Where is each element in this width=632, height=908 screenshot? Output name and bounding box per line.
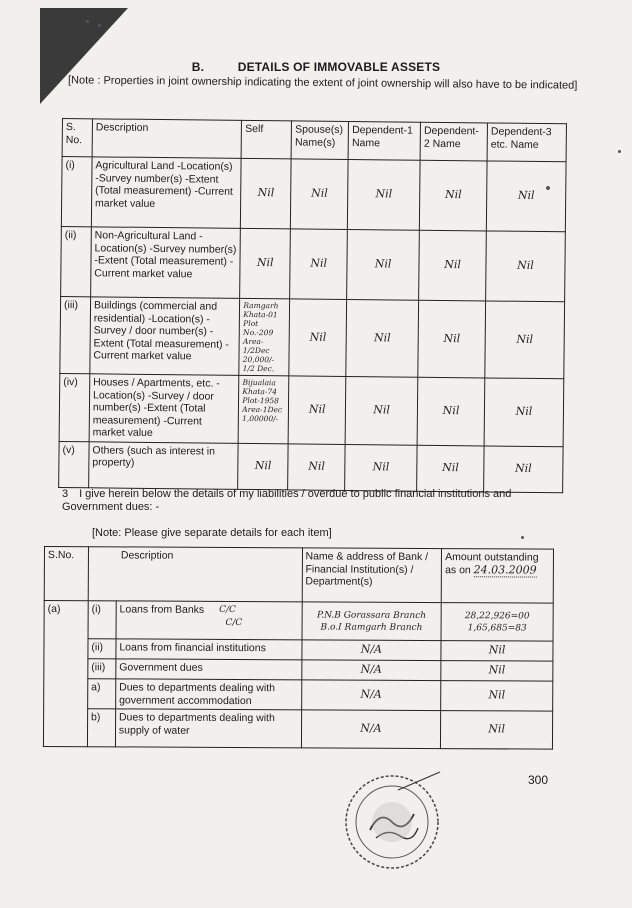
col-header: Description [88, 547, 302, 602]
table-row [44, 639, 553, 662]
liabilities-note: [Note: Please give separate details for each item] [92, 527, 332, 539]
bank-name: P.N.B Gorassara Branch [316, 609, 427, 621]
table-row [61, 226, 566, 301]
dep3-value: Nil [486, 161, 566, 232]
row-description: Dues to departments dealing with government accommodation [116, 679, 302, 710]
bank-value: N/A [301, 640, 441, 661]
amount-value: Nil [441, 681, 553, 712]
dep2-value: Nil [417, 445, 484, 492]
section-title: DETAILS OF IMMOVABLE ASSETS [237, 60, 441, 74]
spouse-value: Nil [290, 229, 348, 300]
amount-value: Nil [441, 711, 553, 750]
amount-header-label: Amount outstanding as on [445, 551, 539, 576]
col-header [441, 549, 553, 604]
row-desc-text: Loans from Banks [119, 603, 205, 616]
amount-value: Nil [441, 641, 553, 662]
scan-corner-shadow [40, 8, 128, 104]
section-note: [Note : Properties in joint ownership indicating the extent of joint ownership will also have to be indicated] [67, 74, 578, 92]
bank-name: B.o.I Ramgarh Branch [320, 621, 423, 633]
para-text: I give herein below the details of my liabilities / overdue to public financial institutions and Government dues: - [62, 488, 512, 513]
section-letter: B. [191, 60, 205, 74]
row-description: Government dues [116, 659, 302, 680]
self-value: Bijualaia Khata-74 Plot-1958 Area-1Dec 1,00000/- [238, 375, 289, 443]
self-value: Nil [240, 228, 291, 299]
row-description [116, 601, 302, 640]
table-row [60, 296, 565, 378]
bank-value: N/A [301, 660, 441, 681]
table-row [59, 373, 564, 446]
bank-value: N/A [301, 710, 441, 749]
col-header: Description [92, 119, 242, 159]
dep2-value: Nil [419, 230, 487, 301]
dep1-value: Nil [348, 160, 421, 231]
amount-date: 24.03.2009 [473, 562, 537, 577]
table-row [59, 441, 563, 492]
amount-value: Nil [441, 661, 553, 682]
col-header: Dependent-1 Name [348, 122, 420, 161]
row-num: (ii) [88, 639, 116, 659]
col-header: Name & address of Bank / Financial Institution(s) / Department(s) [302, 548, 442, 603]
dep1-value: Nil [346, 299, 419, 377]
amount-line: 1,65,685=83 [467, 622, 527, 634]
amount-value [441, 603, 553, 642]
dep2-value: Nil [417, 377, 485, 445]
spouse-value: Nil [289, 299, 347, 377]
liabilities-table [43, 546, 554, 750]
spouse-value: Nil [288, 376, 346, 444]
scan-speck [98, 24, 101, 27]
table-header-row [44, 547, 553, 604]
self-value: Ramgarh Khata-01 Plot No.-209 Area-1/2Dec 20,000/- 1/2 Dec. [239, 298, 290, 376]
table-header-row [62, 119, 566, 162]
row-num: (i) [88, 601, 116, 639]
row-description: Houses / Apartments, etc. -Location(s) -Survey / door number(s) -Extent (Total measurement) -Current market value [89, 374, 239, 443]
row-description: Buildings (commercial and residential) -Location(s) -Survey / door number(s) -Extent (Total measurement) -Current market value [90, 297, 240, 376]
scan-speck [86, 20, 89, 23]
row-num: b) [87, 709, 115, 747]
amount-line: 28,22,926=00 [464, 610, 530, 622]
spouse-value: Nil [288, 443, 345, 490]
col-header: Dependent-2 Name [420, 122, 487, 161]
scan-speck [521, 536, 524, 539]
row-sno: (i) [61, 157, 92, 227]
col-header: Self [241, 120, 291, 159]
official-stamp-seal [340, 770, 444, 874]
row-sno: (v) [59, 441, 89, 487]
row-description: Non-Agricultural Land -Location(s) -Survey number(s) -Extent (Total measurement) -Current market value [91, 227, 241, 299]
dep3-value: Nil [485, 301, 565, 379]
section-heading [0, 60, 632, 74]
row-description: Dues to departments dealing with supply of water [115, 709, 301, 748]
self-value: Nil [238, 443, 288, 490]
col-header: S.No. [44, 547, 88, 601]
dep2-value: Nil [419, 160, 487, 231]
table-row [61, 157, 566, 232]
cc-mark: C/C [219, 604, 236, 616]
para-number: 3 [62, 488, 69, 500]
row-description: Loans from financial institutions [116, 639, 302, 660]
spouse-value: Nil [291, 159, 349, 230]
row-description: Others (such as interest in property) [89, 441, 239, 489]
dep3-value: Nil [486, 231, 566, 302]
dep3-value: Nil [484, 445, 563, 492]
row-sno: (iii) [60, 296, 91, 373]
liabilities-intro [62, 488, 542, 514]
dep1-value: Nil [347, 229, 420, 300]
immovable-assets-table [58, 118, 567, 493]
row-sno: (ii) [61, 226, 92, 296]
table-row [44, 601, 553, 642]
self-value: Nil [241, 158, 292, 229]
bank-value: N/A [301, 680, 441, 711]
table-row [43, 709, 552, 750]
dep1-value: Nil [345, 444, 417, 491]
row-num: (iii) [88, 659, 116, 679]
row-description: Agricultural Land -Location(s) -Survey number(s) -Extent (Total measurement) -Current market value [91, 157, 241, 229]
col-header: Dependent-3 etc. Name [487, 123, 566, 162]
page-number: 300 [528, 773, 549, 787]
scan-speck [618, 150, 621, 153]
dep1-value: Nil [345, 376, 418, 444]
row-sno: (a) [43, 601, 88, 747]
table-row [44, 659, 553, 682]
cc-mark: C/C [225, 617, 243, 628]
bank-value [302, 602, 442, 641]
col-header: Spouse(s) Name(s) [291, 121, 348, 160]
col-header: S. No. [62, 119, 92, 157]
row-num: a) [88, 679, 116, 709]
dep3-value: Nil [484, 378, 564, 446]
row-sno: (iv) [59, 373, 90, 441]
dep2-value: Nil [418, 300, 486, 378]
table-row [44, 679, 553, 712]
